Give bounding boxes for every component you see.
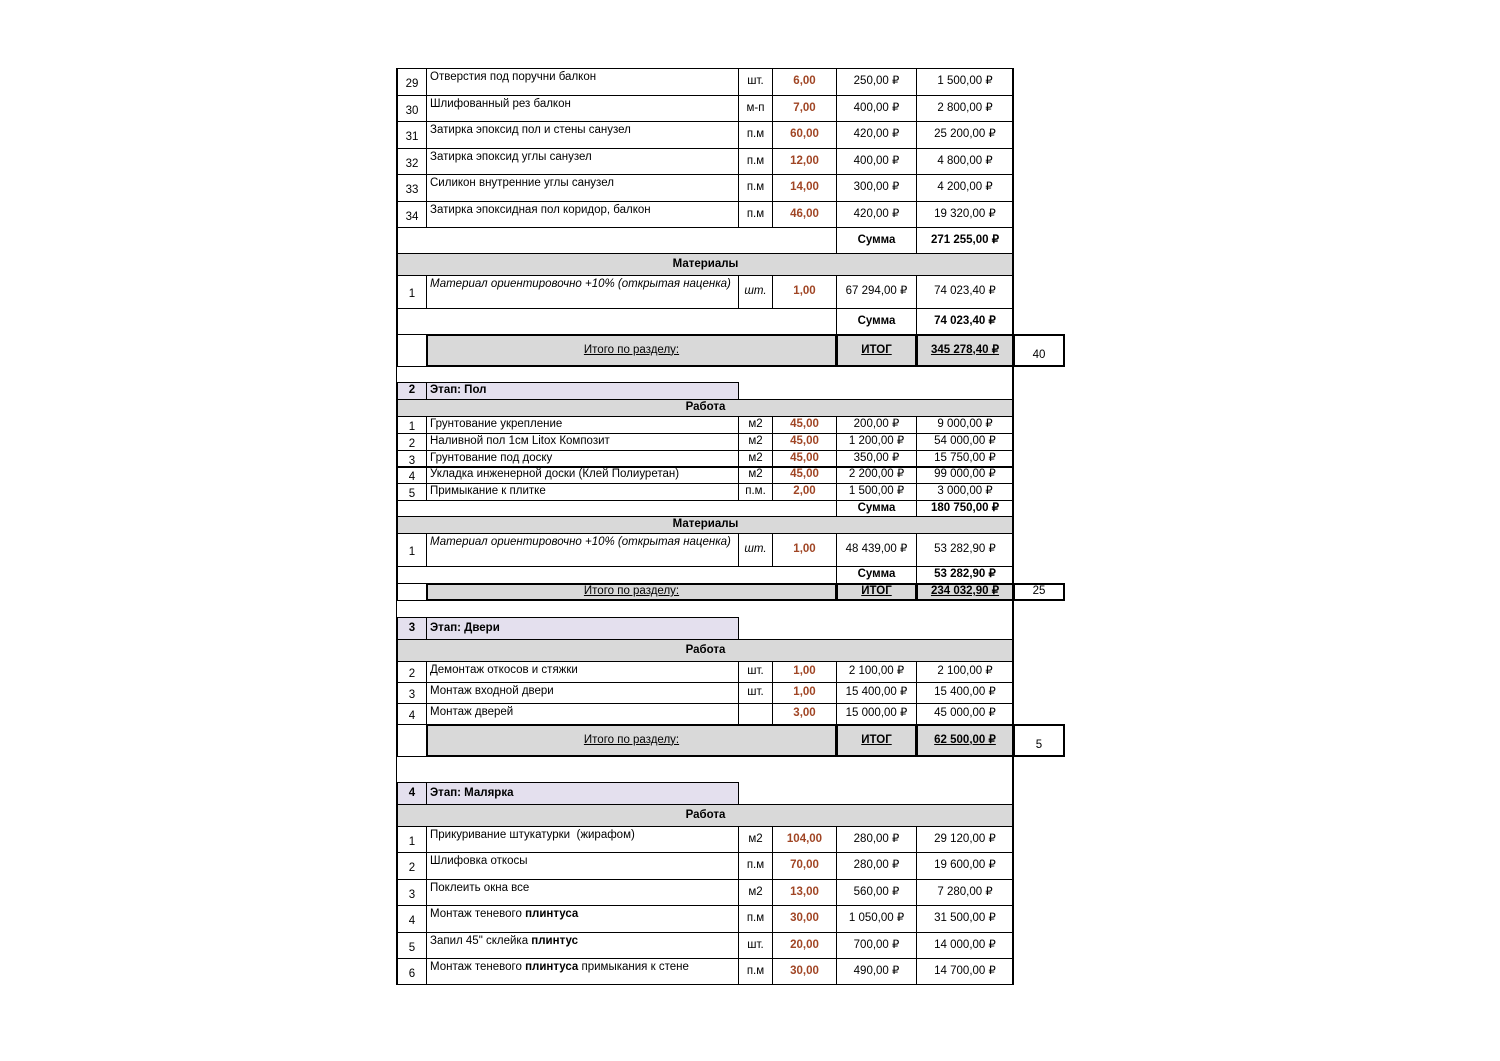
quantity: 2,00 xyxy=(772,483,837,501)
blank-cell xyxy=(397,308,837,335)
unit-price: 700,00 ₽ xyxy=(836,932,917,959)
unit: м2 xyxy=(738,433,773,451)
quantity: 1,00 xyxy=(772,682,837,704)
row-number: 30 xyxy=(397,95,427,122)
quantity: 20,00 xyxy=(772,932,837,959)
item-name: Материал ориентировочно +10% (открытая наценка) xyxy=(426,275,739,309)
quantity: 12,00 xyxy=(772,148,837,175)
line-total: 1 500,00 ₽ xyxy=(916,68,1014,96)
unit: шт. xyxy=(738,661,773,683)
line-total: 14 700,00 ₽ xyxy=(916,958,1014,985)
quantity: 70,00 xyxy=(772,852,837,880)
quantity: 7,00 xyxy=(772,95,837,122)
unit-price: 200,00 ₽ xyxy=(836,416,917,434)
unit: п.м xyxy=(738,174,773,202)
quantity: 60,00 xyxy=(772,121,837,149)
line-total: 2 800,00 ₽ xyxy=(916,95,1014,122)
unit-price: 2 100,00 ₽ xyxy=(836,661,917,683)
unit-price: 250,00 ₽ xyxy=(836,68,917,96)
unit: м2 xyxy=(738,879,773,906)
unit-price: 67 294,00 ₽ xyxy=(836,275,917,309)
table-left-border xyxy=(396,68,397,985)
line-total: 29 120,00 ₽ xyxy=(916,826,1014,853)
unit: м2 xyxy=(738,416,773,434)
unit: п.м xyxy=(738,905,773,933)
quantity: 45,00 xyxy=(772,466,837,484)
unit-price: 2 200,00 ₽ xyxy=(836,466,917,484)
materials-sum: 53 282,90 ₽ xyxy=(916,566,1014,584)
side-value: 25 xyxy=(1013,583,1065,601)
item-name: Монтаж входной двери xyxy=(426,682,739,704)
quantity: 45,00 xyxy=(772,433,837,451)
line-total: 7 280,00 ₽ xyxy=(916,879,1014,906)
row-number: 4 xyxy=(397,703,427,725)
unit-price: 48 439,00 ₽ xyxy=(836,533,917,567)
materials-header: Материалы xyxy=(397,516,1014,534)
item-name xyxy=(426,905,739,933)
side-value: 40 xyxy=(1013,334,1065,367)
row-number: 1 xyxy=(397,533,427,567)
works-sum-label: Сумма xyxy=(836,500,917,518)
quantity: 45,00 xyxy=(772,416,837,434)
unit-price: 420,00 ₽ xyxy=(836,121,917,149)
unit-price: 1 200,00 ₽ xyxy=(836,433,917,451)
item-name xyxy=(426,826,739,853)
unit-price: 400,00 ₽ xyxy=(836,148,917,175)
section-total-label: Итого по разделу: xyxy=(426,334,837,367)
row-number: 3 xyxy=(397,879,427,906)
unit: п.м xyxy=(738,958,773,985)
item-name-text: Шлифовка откосы xyxy=(430,855,528,867)
item-name: Затирка эпоксид пол и стены санузел xyxy=(426,121,739,149)
item-name-text: Прикуривание штукатурки (жирафом) xyxy=(430,829,635,841)
unit xyxy=(738,703,773,725)
item-name: Силикон внутренние углы санузел xyxy=(426,174,739,202)
item-name-bold: плинтуса xyxy=(525,908,579,920)
row-number: 33 xyxy=(397,174,427,202)
stage-title: Этап: Двери xyxy=(426,617,739,640)
row-number: 29 xyxy=(397,68,427,96)
blank-cell xyxy=(397,334,427,367)
item-name-bold: плинтус xyxy=(531,935,578,947)
item-name-text: Поклеить окна все xyxy=(430,882,530,894)
itog-label: ИТОГ xyxy=(836,724,917,757)
unit: п.м xyxy=(738,201,773,228)
unit-price: 300,00 ₽ xyxy=(836,174,917,202)
unit: п.м xyxy=(738,121,773,149)
quantity: 1,00 xyxy=(772,275,837,309)
line-total: 25 200,00 ₽ xyxy=(916,121,1014,149)
quantity: 45,00 xyxy=(772,450,837,468)
row-number: 5 xyxy=(397,483,427,501)
item-name: Грунтование под доску xyxy=(426,450,739,468)
unit: м2 xyxy=(738,466,773,484)
item-name xyxy=(426,958,739,985)
item-name xyxy=(426,852,739,880)
works-sum-label: Сумма xyxy=(836,227,917,254)
row-number: 3 xyxy=(397,682,427,704)
unit: м2 xyxy=(738,450,773,468)
quantity: 30,00 xyxy=(772,905,837,933)
line-total: 4 800,00 ₽ xyxy=(916,148,1014,175)
unit-price: 15 400,00 ₽ xyxy=(836,682,917,704)
stage-title: Этап: Пол xyxy=(426,382,739,400)
itog-value: 234 032,90 ₽ xyxy=(916,583,1014,601)
quantity: 46,00 xyxy=(772,201,837,228)
unit: шт. xyxy=(738,275,773,309)
row-number: 1 xyxy=(397,826,427,853)
quantity: 1,00 xyxy=(772,661,837,683)
item-name: Монтаж дверей xyxy=(426,703,739,725)
item-name: Затирка эпоксид углы санузел xyxy=(426,148,739,175)
row-number: 2 xyxy=(397,852,427,880)
row-number: 3 xyxy=(397,450,427,468)
works-sum: 271 255,00 ₽ xyxy=(916,227,1014,254)
quantity: 14,00 xyxy=(772,174,837,202)
unit: шт. xyxy=(738,932,773,959)
line-total: 99 000,00 ₽ xyxy=(916,466,1014,484)
side-value: 5 xyxy=(1013,724,1065,757)
quantity: 104,00 xyxy=(772,826,837,853)
section-total-label: Итого по разделу: xyxy=(426,583,837,601)
item-name: Затирка эпоксидная пол коридор, балкон xyxy=(426,201,739,228)
line-total: 2 100,00 ₽ xyxy=(916,661,1014,683)
line-total: 31 500,00 ₽ xyxy=(916,905,1014,933)
blank-cell xyxy=(397,566,837,584)
item-name: Шлифованный рез балкон xyxy=(426,95,739,122)
line-total: 4 200,00 ₽ xyxy=(916,174,1014,202)
work-header: Работа xyxy=(397,639,1014,662)
item-name: Демонтаж откосов и стяжки xyxy=(426,661,739,683)
blank-cell xyxy=(397,583,427,601)
work-header: Работа xyxy=(397,399,1014,417)
unit-price: 490,00 ₽ xyxy=(836,958,917,985)
work-header: Работа xyxy=(397,804,1014,827)
quantity: 3,00 xyxy=(772,703,837,725)
materials-header: Материалы xyxy=(397,253,1014,276)
unit-price: 15 000,00 ₽ xyxy=(836,703,917,725)
line-total: 45 000,00 ₽ xyxy=(916,703,1014,725)
item-name-suffix: примыкания к стене xyxy=(578,961,689,973)
row-number: 2 xyxy=(397,661,427,683)
item-name xyxy=(426,879,739,906)
stage-number: 3 xyxy=(397,617,427,640)
stage-number: 4 xyxy=(397,782,427,805)
item-name xyxy=(426,932,739,959)
stage-number: 2 xyxy=(397,382,427,400)
unit-price: 1 500,00 ₽ xyxy=(836,483,917,501)
blank-cell xyxy=(397,227,837,254)
unit-price: 420,00 ₽ xyxy=(836,201,917,228)
line-total: 3 000,00 ₽ xyxy=(916,483,1014,501)
row-number: 2 xyxy=(397,433,427,451)
row-number: 4 xyxy=(397,466,427,484)
unit: м2 xyxy=(738,826,773,853)
materials-sum: 74 023,40 ₽ xyxy=(916,308,1014,335)
works-sum: 180 750,00 ₽ xyxy=(916,500,1014,518)
unit: п.м xyxy=(738,148,773,175)
item-name: Грунтование укрепление xyxy=(426,416,739,434)
stage-title: Этап: Малярка xyxy=(426,782,739,805)
section-total-label: Итого по разделу: xyxy=(426,724,837,757)
row-number: 34 xyxy=(397,201,427,228)
item-name: Примыкание к плитке xyxy=(426,483,739,501)
quantity: 1,00 xyxy=(772,533,837,567)
row-number: 4 xyxy=(397,905,427,933)
item-name: Укладка инженерной доски (Клей Полиуретан) xyxy=(426,466,739,484)
quantity: 30,00 xyxy=(772,958,837,985)
line-total: 74 023,40 ₽ xyxy=(916,275,1014,309)
line-total: 9 000,00 ₽ xyxy=(916,416,1014,434)
line-total: 14 000,00 ₽ xyxy=(916,932,1014,959)
unit-price: 560,00 ₽ xyxy=(836,879,917,906)
itog-label: ИТОГ xyxy=(836,334,917,367)
unit-price: 350,00 ₽ xyxy=(836,450,917,468)
unit: м-п xyxy=(738,95,773,122)
unit: п.м xyxy=(738,852,773,880)
item-name: Наливной пол 1см Litox Композит xyxy=(426,433,739,451)
unit-price: 400,00 ₽ xyxy=(836,95,917,122)
line-total: 15 750,00 ₽ xyxy=(916,450,1014,468)
unit: п.м. xyxy=(738,483,773,501)
line-total: 53 282,90 ₽ xyxy=(916,533,1014,567)
unit: шт. xyxy=(738,68,773,96)
line-total: 15 400,00 ₽ xyxy=(916,682,1014,704)
blank-cell xyxy=(397,724,427,757)
line-total: 19 600,00 ₽ xyxy=(916,852,1014,880)
unit-price: 280,00 ₽ xyxy=(836,852,917,880)
item-name: Материал ориентировочно +10% (открытая наценка) xyxy=(426,533,739,567)
row-number: 6 xyxy=(397,958,427,985)
quantity: 13,00 xyxy=(772,879,837,906)
item-name-text: Запил 45" склейка xyxy=(430,935,532,947)
itog-label: ИТОГ xyxy=(836,583,917,601)
itog-value: 345 278,40 ₽ xyxy=(916,334,1014,367)
line-total: 54 000,00 ₽ xyxy=(916,433,1014,451)
unit-price: 1 050,00 ₽ xyxy=(836,905,917,933)
item-name-bold: плинтуса xyxy=(525,961,579,973)
table-right-border xyxy=(1012,68,1014,985)
line-total: 19 320,00 ₽ xyxy=(916,201,1014,228)
materials-sum-label: Сумма xyxy=(836,566,917,584)
item-name-text: Монтаж теневого xyxy=(430,961,526,973)
quantity: 6,00 xyxy=(772,68,837,96)
row-number: 5 xyxy=(397,932,427,959)
item-name-text: Монтаж теневого xyxy=(430,908,526,920)
materials-sum-label: Сумма xyxy=(836,308,917,335)
itog-value: 62 500,00 ₽ xyxy=(916,724,1014,757)
item-name: Отверстия под поручни балкон xyxy=(426,68,739,96)
unit: шт. xyxy=(738,533,773,567)
row-number: 1 xyxy=(397,275,427,309)
unit-price: 280,00 ₽ xyxy=(836,826,917,853)
unit: шт. xyxy=(738,682,773,704)
row-number: 1 xyxy=(397,416,427,434)
row-number: 31 xyxy=(397,121,427,149)
row-number: 32 xyxy=(397,148,427,175)
